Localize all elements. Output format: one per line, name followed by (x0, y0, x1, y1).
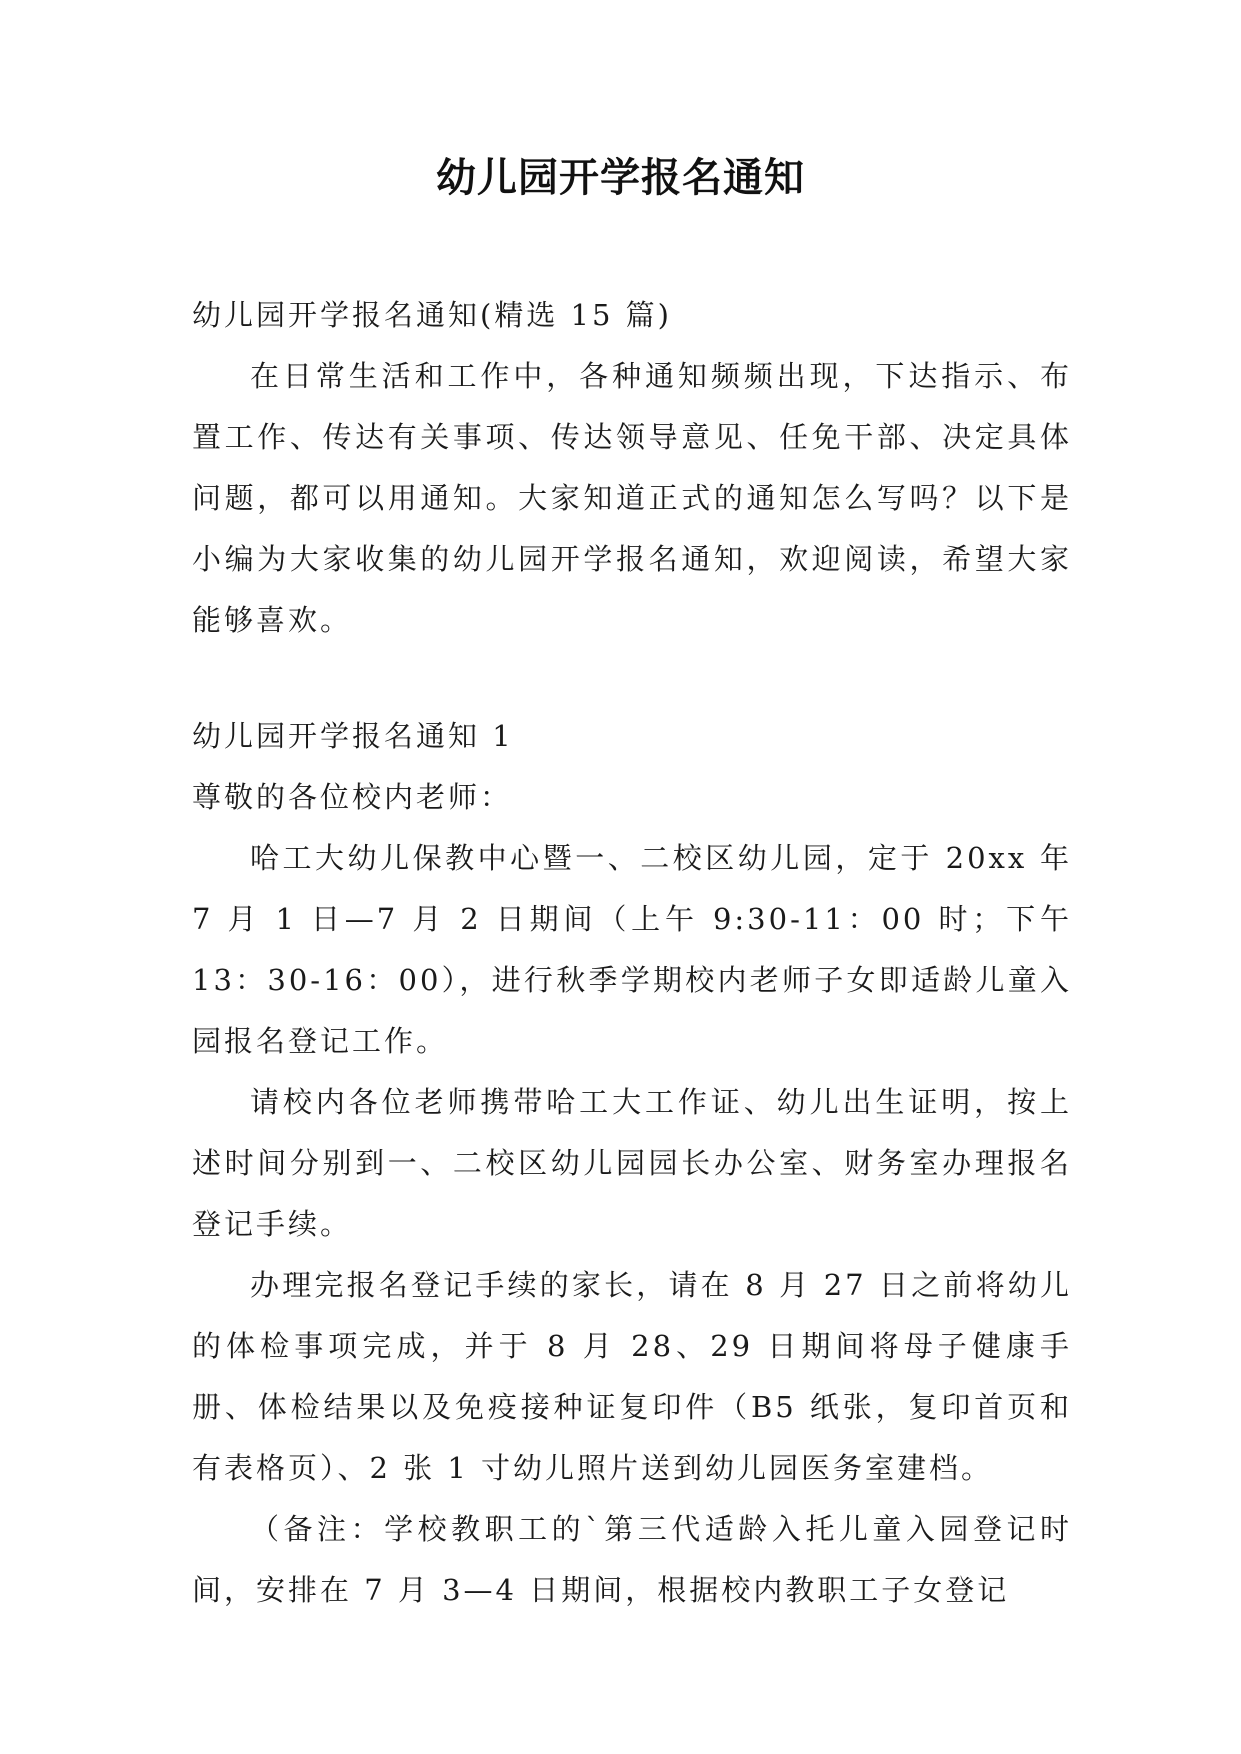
intro-paragraph: 在日常生活和工作中，各种通知频频出现，下达指示、布置工作、传达有关事项、传达领导意见、任免干部、决定具体问题，都可以用通知。大家知道正式的通知怎么写吗？以下是小编为大家收集的幼儿园开学报名通知，欢迎阅读，希望大家能够喜欢。 (192, 359, 1072, 637)
document-subtitle: 幼儿园开学报名通知(精选 15 篇) (192, 298, 672, 332)
document-body (192, 285, 1072, 1621)
body-paragraph-3: 办理完报名登记手续的家长，请在 8 月 27 日之前将幼儿的体检事项完成，并于 8 月 28、29 日期间将母子健康手册、体检结果以及免疫接种证复印件（B5 纸张，复印首页和有表格页）、2 张 1 寸幼儿照片送到幼儿园医务室建档。 (192, 1268, 1072, 1485)
section-spacer (192, 651, 1072, 706)
body-paragraph-1: 哈工大幼儿保教中心暨一、二校区幼儿园，定于 20xx 年 7 月 1 日—7 月 2 日期间（上午 9:30-11：00 时；下午 13：30-16：00），进行秋季学期校内老师子女即适龄儿童入园报名登记工作。 (192, 841, 1072, 1058)
salutation: 尊敬的各位校内老师： (192, 780, 513, 814)
body-paragraph-2: 请校内各位老师携带哈工大工作证、幼儿出生证明，按上述时间分别到一、二校区幼儿园园长办公室、财务室办理报名登记手续。 (192, 1085, 1072, 1241)
section-heading: 幼儿园开学报名通知 1 (192, 719, 514, 753)
remark-paragraph: （备注：学校教职工的`第三代适龄入托儿童入园登记时间，安排在 7 月 3—4 日期间，根据校内教职工子女登记 (192, 1512, 1072, 1607)
document-title: 幼儿园开学报名通知 (436, 154, 805, 201)
